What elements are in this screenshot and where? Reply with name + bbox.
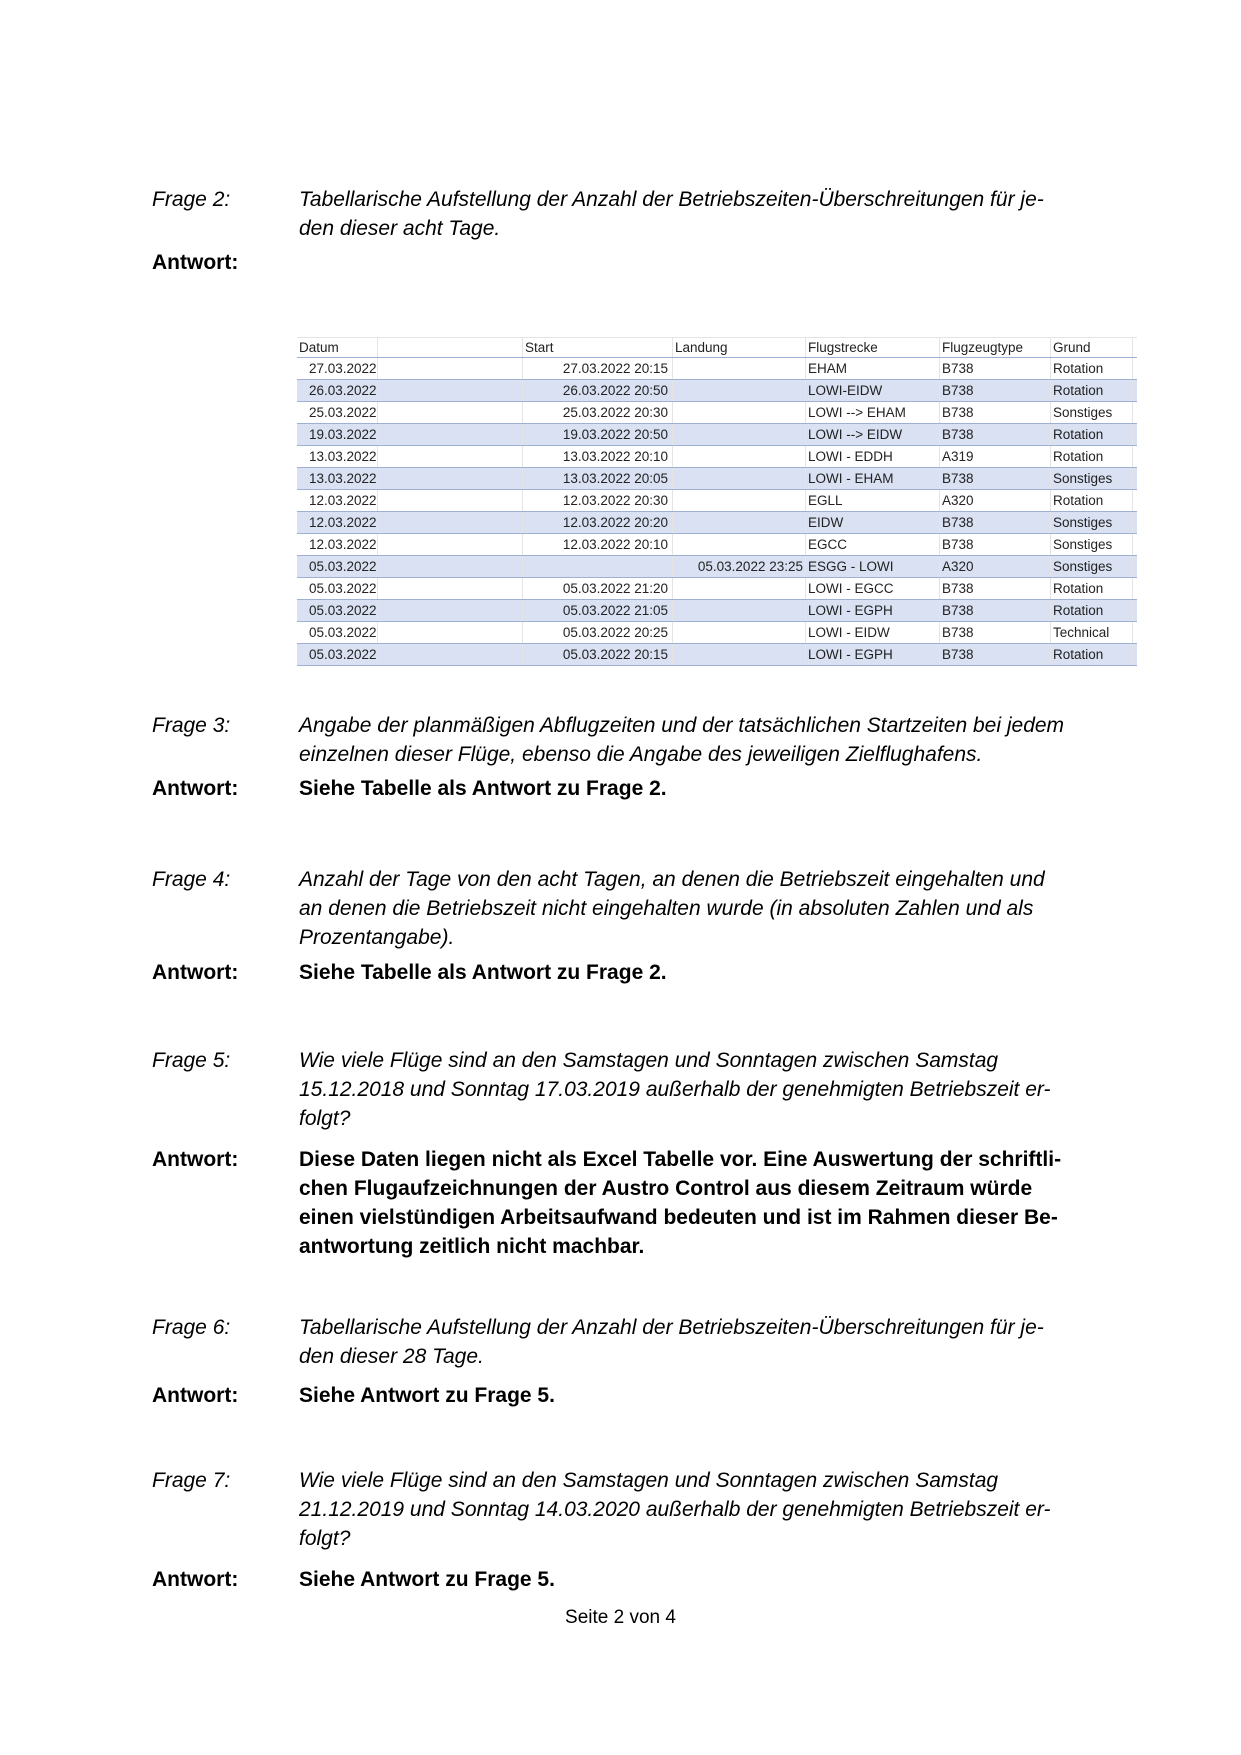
page-number: Seite 2 von 4: [565, 1607, 676, 1628]
cell-landung: [673, 600, 806, 621]
header-blank: [378, 338, 523, 357]
question-text: [299, 1313, 1129, 1371]
cell-grund: Sonstiges: [1051, 556, 1133, 577]
cell-flugzeugtype: B738: [940, 512, 1051, 533]
cell-grund: Rotation: [1051, 490, 1133, 511]
answer-label: Antwort:: [152, 1148, 239, 1171]
cell-datum: 12.03.2022: [297, 512, 378, 533]
answer-text: Siehe Antwort zu Frage 5.: [299, 1384, 555, 1407]
answer-label: Antwort:: [152, 1384, 239, 1407]
cell-flugzeugtype: A320: [940, 556, 1051, 577]
question-text: [299, 711, 1129, 769]
table-row: [297, 600, 1137, 622]
cell-start: 19.03.2022 20:50: [523, 424, 673, 445]
table-row: [297, 644, 1137, 666]
question-label: Frage 3:: [152, 714, 231, 737]
cell-blank: [378, 556, 523, 577]
answer-text: Siehe Antwort zu Frage 5.: [299, 1568, 555, 1591]
cell-flugstrecke: LOWI-EIDW: [806, 380, 940, 401]
cell-grund: Rotation: [1051, 380, 1133, 401]
cell-start: 05.03.2022 20:25: [523, 622, 673, 643]
answer-label: Antwort:: [152, 777, 239, 800]
cell-flugzeugtype: B738: [940, 600, 1051, 621]
cell-grund: Sonstiges: [1051, 512, 1133, 533]
cell-landung: [673, 490, 806, 511]
table-row: [297, 358, 1137, 380]
table-row: [297, 622, 1137, 644]
table-row: [297, 578, 1137, 600]
cell-grund: Rotation: [1051, 600, 1133, 621]
table-row: [297, 402, 1137, 424]
question-line: Anzahl der Tage von den acht Tagen, an denen die Betriebszeit eingehalten und: [299, 868, 1045, 891]
cell-start: [523, 556, 673, 577]
cell-flugstrecke: LOWI - EHAM: [806, 468, 940, 489]
question-line: Angabe der planmäßigen Abflugzeiten und der tatsächlichen Startzeiten bei jedem: [299, 714, 1065, 737]
question-line: einzelnen dieser Flüge, ebenso die Angabe des jeweiligen Zielflughafens.: [299, 743, 983, 766]
cell-grund: Sonstiges: [1051, 468, 1133, 489]
cell-datum: 26.03.2022: [297, 380, 378, 401]
cell-datum: 05.03.2022: [297, 622, 378, 643]
table-row: [297, 380, 1137, 402]
header-flugzeugtype: Flugzeugtype: [940, 338, 1051, 357]
cell-landung: [673, 578, 806, 599]
cell-flugstrecke: LOWI --> EIDW: [806, 424, 940, 445]
table-row: [297, 556, 1137, 578]
header-datum: Datum: [297, 338, 378, 357]
table-row: [297, 490, 1137, 512]
cell-flugzeugtype: A320: [940, 490, 1051, 511]
cell-start: 05.03.2022 21:20: [523, 578, 673, 599]
cell-grund: Rotation: [1051, 358, 1133, 379]
flight-table: [297, 337, 1137, 666]
cell-grund: Sonstiges: [1051, 534, 1133, 555]
cell-flugstrecke: LOWI - EGPH: [806, 600, 940, 621]
cell-start: 27.03.2022 20:15: [523, 358, 673, 379]
cell-blank: [378, 402, 523, 423]
cell-start: 13.03.2022 20:10: [523, 446, 673, 467]
cell-start: 05.03.2022 20:15: [523, 644, 673, 665]
answer-line: antwortung zeitlich nicht machbar.: [299, 1235, 645, 1258]
question-line: Tabellarische Aufstellung der Anzahl der Betriebszeiten-Überschreitungen für je-: [299, 1316, 1044, 1339]
question-text: [299, 1466, 1129, 1553]
cell-flugzeugtype: B738: [940, 358, 1051, 379]
cell-grund: Rotation: [1051, 644, 1133, 665]
cell-grund: Rotation: [1051, 424, 1133, 445]
table-row: [297, 512, 1137, 534]
cell-flugstrecke: ESGG - LOWI: [806, 556, 940, 577]
cell-landung: [673, 468, 806, 489]
cell-blank: [378, 380, 523, 401]
cell-landung: [673, 446, 806, 467]
question-line: folgt?: [299, 1107, 351, 1130]
cell-flugstrecke: LOWI --> EHAM: [806, 402, 940, 423]
cell-blank: [378, 358, 523, 379]
cell-flugzeugtype: B738: [940, 644, 1051, 665]
question-line: Prozentangabe).: [299, 926, 455, 949]
cell-grund: Technical: [1051, 622, 1133, 643]
question-line: folgt?: [299, 1527, 351, 1550]
cell-grund: Sonstiges: [1051, 402, 1133, 423]
cell-grund: Rotation: [1051, 578, 1133, 599]
cell-start: 26.03.2022 20:50: [523, 380, 673, 401]
cell-landung: 05.03.2022 23:25: [673, 556, 806, 577]
question-label: Frage 5:: [152, 1049, 231, 1072]
cell-landung: [673, 534, 806, 555]
cell-datum: 05.03.2022: [297, 556, 378, 577]
cell-blank: [378, 490, 523, 511]
cell-grund: Rotation: [1051, 446, 1133, 467]
cell-blank: [378, 578, 523, 599]
question-line: 15.12.2018 und Sonntag 17.03.2019 außerhalb der genehmigten Betriebszeit er-: [299, 1078, 1051, 1101]
cell-datum: 12.03.2022: [297, 490, 378, 511]
question-line: den dieser 28 Tage.: [299, 1345, 484, 1368]
question-label: Frage 6:: [152, 1316, 231, 1339]
cell-flugzeugtype: A319: [940, 446, 1051, 467]
cell-flugzeugtype: B738: [940, 468, 1051, 489]
answer-line: chen Flugaufzeichnungen der Austro Control aus diesem Zeitraum würde: [299, 1177, 1033, 1200]
question-line: den dieser acht Tage.: [299, 217, 501, 240]
cell-blank: [378, 644, 523, 665]
cell-datum: 05.03.2022: [297, 578, 378, 599]
cell-flugstrecke: LOWI - EDDH: [806, 446, 940, 467]
cell-blank: [378, 512, 523, 533]
cell-datum: 13.03.2022: [297, 446, 378, 467]
answer-label: Antwort:: [152, 251, 239, 274]
cell-datum: 27.03.2022: [297, 358, 378, 379]
table-row: [297, 424, 1137, 446]
question-label: Frage 2:: [152, 188, 231, 211]
cell-start: 13.03.2022 20:05: [523, 468, 673, 489]
answer-text: Siehe Tabelle als Antwort zu Frage 2.: [299, 961, 667, 984]
cell-flugstrecke: LOWI - EGCC: [806, 578, 940, 599]
header-start: Start: [523, 338, 673, 357]
cell-flugstrecke: EGLL: [806, 490, 940, 511]
question-line: an denen die Betriebszeit nicht eingehalten wurde (in absoluten Zahlen und als: [299, 897, 1034, 920]
cell-flugzeugtype: B738: [940, 622, 1051, 643]
cell-flugzeugtype: B738: [940, 424, 1051, 445]
cell-start: 25.03.2022 20:30: [523, 402, 673, 423]
question-line: Tabellarische Aufstellung der Anzahl der Betriebszeiten-Überschreitungen für je-: [299, 188, 1044, 211]
header-flugstrecke: Flugstrecke: [806, 338, 940, 357]
answer-text: [299, 1145, 1129, 1261]
question-text: [299, 185, 1129, 243]
cell-blank: [378, 424, 523, 445]
cell-landung: [673, 358, 806, 379]
table-row: [297, 446, 1137, 468]
question-line: 21.12.2019 und Sonntag 14.03.2020 außerhalb der genehmigten Betriebszeit er-: [299, 1498, 1051, 1521]
question-text: [299, 865, 1129, 952]
cell-datum: 25.03.2022: [297, 402, 378, 423]
cell-start: 12.03.2022 20:20: [523, 512, 673, 533]
question-label: Frage 4:: [152, 868, 231, 891]
header-landung: Landung: [673, 338, 806, 357]
cell-landung: [673, 644, 806, 665]
cell-blank: [378, 600, 523, 621]
cell-flugstrecke: EHAM: [806, 358, 940, 379]
question-label: Frage 7:: [152, 1469, 231, 1492]
answer-label: Antwort:: [152, 1568, 239, 1591]
cell-flugzeugtype: B738: [940, 402, 1051, 423]
cell-datum: 05.03.2022: [297, 600, 378, 621]
answer-label: Antwort:: [152, 961, 239, 984]
cell-flugstrecke: EGCC: [806, 534, 940, 555]
cell-flugzeugtype: B738: [940, 534, 1051, 555]
answer-text: Siehe Tabelle als Antwort zu Frage 2.: [299, 777, 667, 800]
question-text: [299, 1046, 1129, 1133]
cell-flugzeugtype: B738: [940, 380, 1051, 401]
cell-blank: [378, 446, 523, 467]
cell-flugstrecke: LOWI - EIDW: [806, 622, 940, 643]
table-body: [297, 358, 1137, 666]
cell-datum: 13.03.2022: [297, 468, 378, 489]
cell-start: 12.03.2022 20:10: [523, 534, 673, 555]
cell-landung: [673, 512, 806, 533]
cell-start: 05.03.2022 21:05: [523, 600, 673, 621]
table-header-row: [297, 337, 1137, 358]
cell-landung: [673, 380, 806, 401]
table-row: [297, 468, 1137, 490]
cell-start: 12.03.2022 20:30: [523, 490, 673, 511]
cell-datum: 05.03.2022: [297, 644, 378, 665]
question-line: Wie viele Flüge sind an den Samstagen und Sonntagen zwischen Samstag: [299, 1469, 999, 1492]
cell-landung: [673, 622, 806, 643]
cell-flugzeugtype: B738: [940, 578, 1051, 599]
table-row: [297, 534, 1137, 556]
cell-landung: [673, 424, 806, 445]
cell-blank: [378, 468, 523, 489]
cell-flugstrecke: LOWI - EGPH: [806, 644, 940, 665]
cell-flugstrecke: EIDW: [806, 512, 940, 533]
header-grund: Grund: [1051, 338, 1133, 357]
cell-landung: [673, 402, 806, 423]
answer-line: Diese Daten liegen nicht als Excel Tabelle vor. Eine Auswertung der schriftli-: [299, 1148, 1062, 1171]
answer-line: einen vielstündigen Arbeitsaufwand bedeuten und ist im Rahmen dieser Be-: [299, 1206, 1058, 1229]
cell-blank: [378, 622, 523, 643]
cell-blank: [378, 534, 523, 555]
question-line: Wie viele Flüge sind an den Samstagen und Sonntagen zwischen Samstag: [299, 1049, 999, 1072]
cell-datum: 19.03.2022: [297, 424, 378, 445]
cell-datum: 12.03.2022: [297, 534, 378, 555]
